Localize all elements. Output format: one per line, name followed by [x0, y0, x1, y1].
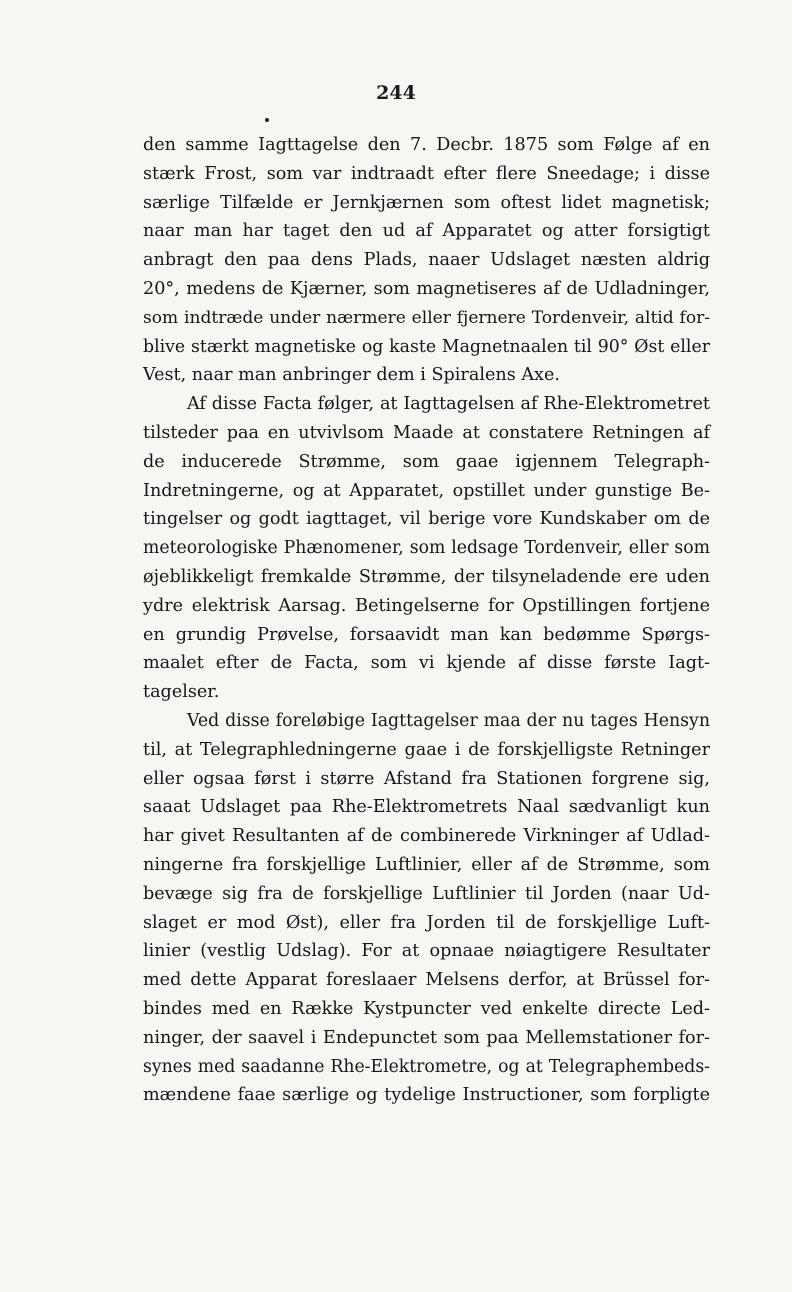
- text-line: ydre elektrisk Aarsag. Betingelserne for Opstillingen fortjene: [143, 595, 710, 616]
- text-line: Indretningerne, og at Apparatet, opstillet under gunstige Be-: [143, 480, 710, 501]
- text-line: maalet efter de Facta, som vi kjende af disse første Iagt-: [143, 653, 710, 674]
- text-line: slaget er mod Øst), eller fra Jorden til de forskjellige Luft-: [143, 912, 710, 933]
- text-line: Ved disse foreløbige Iagttagelser maa der nu tages Hensyn: [187, 710, 710, 731]
- text-line: som indtræde under nærmere eller fjernere Tordenveir, altid for-: [143, 307, 710, 328]
- text-line: den samme Iagttagelse den 7. Decbr. 1875 som Følge af en: [143, 135, 710, 155]
- text-line: tagelser.: [143, 682, 220, 703]
- text-line: blive stærkt magnetiske og kaste Magnetnaalen til 90° Øst eller: [143, 336, 710, 357]
- text-line: Af disse Facta følger, at Iagttagelsen af Rhe-Elektrometret: [187, 394, 710, 415]
- text-line: de inducerede Strømme, som gaae igjennem Telegraph-: [143, 451, 710, 472]
- text-line: naar man har taget den ud af Apparatet og atter forsigtigt: [143, 221, 710, 242]
- text-line: ningerne fra forskjellige Luftlinier, eller af de Strømme, som: [143, 854, 710, 875]
- text-line: anbragt den paa dens Plads, naaer Udslaget næsten aldrig: [143, 250, 710, 271]
- text-line: 20°, medens de Kjærner, som magnetiseres af de Udladninger,: [143, 278, 710, 299]
- text-line: bevæge sig fra de forskjellige Luftlinier til Jorden (naar Ud-: [143, 883, 710, 904]
- text-line: synes med saadanne Rhe-Elektrometre, og at Telegraphembeds-: [143, 1056, 710, 1077]
- text-line: mændene faae særlige og tydelige Instructioner, som forpligte: [143, 1085, 710, 1106]
- text-line: bindes med en Række Kystpuncter ved enkelte directe Led-: [143, 998, 710, 1019]
- text-line: tilsteder paa en utvivlsom Maade at constatere Retningen af: [143, 422, 710, 443]
- body-text: [143, 131, 710, 1110]
- paragraph-3: [143, 707, 710, 1110]
- page-number: 244: [376, 82, 416, 104]
- text-line: linier (vestlig Udslag). For at opnaae nøiagtigere Resultater: [143, 941, 710, 962]
- paragraph-2: [143, 390, 710, 707]
- text-line: saaat Udslaget paa Rhe-Elektrometrets Naal sædvanligt kun: [143, 797, 710, 818]
- text-line: har givet Resultanten af de combinerede Virkninger af Udlad-: [143, 826, 710, 847]
- text-line: ninger, der saavel i Endepunctet som paa Mellemstationer for-: [143, 1027, 710, 1048]
- text-line: en grundig Prøvelse, forsaavidt man kan bedømme Spørgs-: [143, 624, 710, 645]
- paragraph-1: [143, 131, 710, 390]
- ink-speck: [265, 118, 269, 122]
- text-line: til, at Telegraphledningerne gaae i de forskjelligste Retninger: [143, 739, 710, 760]
- text-line: øjeblikkeligt fremkalde Strømme, der tilsyneladende ere uden: [143, 566, 710, 587]
- text-line: stærk Frost, som var indtraadt efter flere Sneedage; i disse: [143, 163, 710, 184]
- text-line: tingelser og godt iagttaget, vil berige vore Kundskaber om de: [143, 509, 710, 530]
- text-line: særlige Tilfælde er Jernkjærnen som oftest lidet magnetisk;: [143, 192, 710, 213]
- text-line: eller ogsaa først i større Afstand fra Stationen forgrene sig,: [143, 768, 710, 789]
- text-line: meteorologiske Phænomener, som ledsage Tordenveir, eller som: [143, 538, 710, 559]
- text-line: Vest, naar man anbringer dem i Spiralens Axe.: [143, 365, 560, 386]
- text-line: med dette Apparat foreslaaer Melsens derfor, at Brüssel for-: [143, 970, 710, 991]
